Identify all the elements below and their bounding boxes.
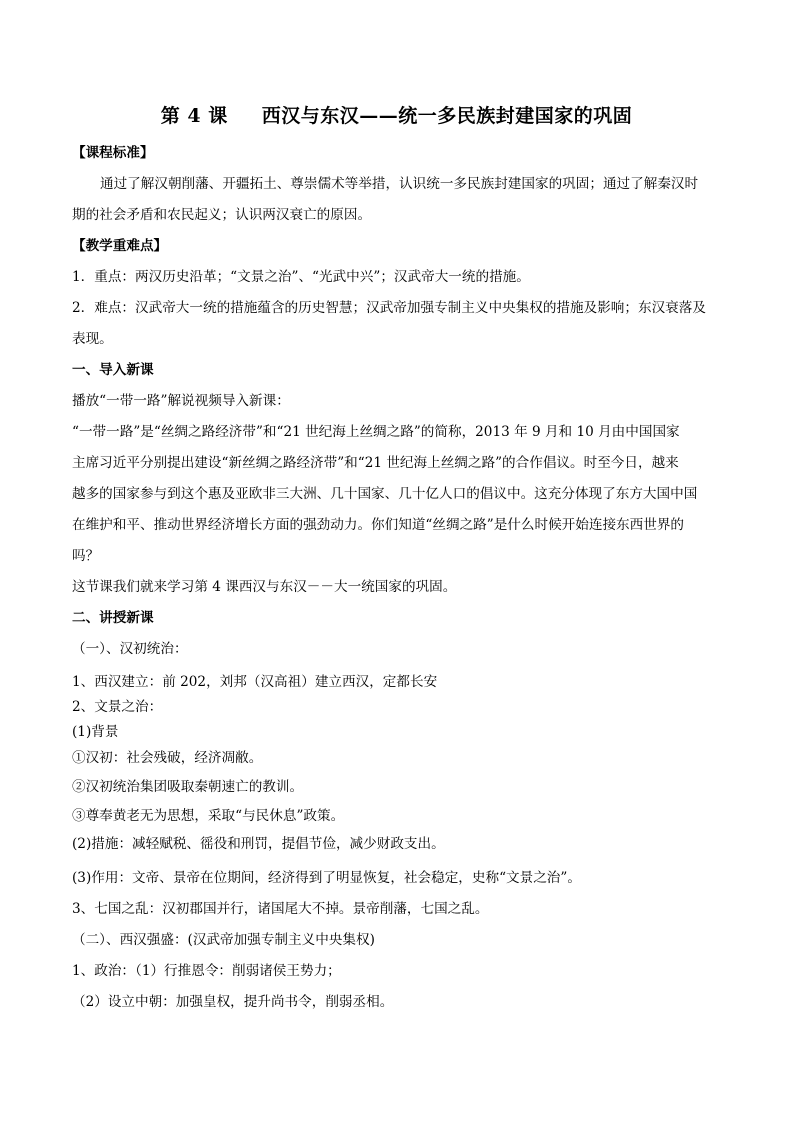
- paragraph-line: 期的社会矛盾和农民起义；认识两汉衰亡的原因。: [72, 207, 372, 223]
- paragraph-line: (3)作用：文帝、景帝在位期间，经济得到了明显恢复，社会稳定，史称“文景之治”。: [72, 870, 581, 886]
- lesson-number: 第 4 课: [160, 105, 228, 127]
- paragraph-line: 在维护和平、推动世界经济增长方面的强劲动力。你们知道“丝绸之路”是什么时候开始连接东西世界的: [72, 517, 685, 533]
- paragraph-line: 这节课我们就来学习第 4 课西汉与东汉－－大一统国家的巩固。: [72, 579, 457, 595]
- section-label-key-points: 【教学重难点】: [72, 238, 168, 254]
- section-heading-introduction: 一、导入新课: [72, 362, 154, 378]
- paragraph-line: 播放“一带一路”解说视频导入新课：: [72, 393, 290, 409]
- paragraph-line: 1、西汉建立：前 202，刘邦（汉高祖）建立西汉，定都长安: [72, 674, 438, 690]
- paragraph-line: 1．重点：两汉历史沿革；“文景之治”、“光武中兴”；汉武帝大一统的措施。: [72, 269, 530, 285]
- paragraph-line: ②汉初统治集团吸取秦朝速亡的教训。: [72, 779, 304, 795]
- section-heading-new-lesson: 二、讲授新课: [72, 610, 154, 626]
- paragraph-line: 主席习近平分别提出建设“新丝绸之路经济带”和“21 世纪海上丝绸之路”的合作倡议。时至今日，越来: [72, 455, 679, 471]
- paragraph-line: 越多的国家参与到这个惠及亚欧非三大洲、几十国家、几十亿人口的倡议中。这充分体现了东方大国中国: [72, 486, 698, 502]
- paragraph-line: 1、政治：（1）行推恩令：削弱诸侯王势力；: [72, 963, 341, 979]
- paragraph-line: 表现。: [72, 331, 113, 347]
- paragraph-line: (1)背景: [72, 724, 119, 740]
- subheading-line: （一）、汉初统治：: [72, 641, 188, 657]
- paragraph-line: “一带一路”是“丝绸之路经济带”和“21 世纪海上丝绸之路”的简称，2013 年 9 月和 10 月由中国国家: [72, 424, 680, 440]
- paragraph-line: ①汉初：社会残破，经济凋敝。: [72, 750, 263, 766]
- subheading-line: （二）、西汉强盛：(汉武帝加强专制主义中央集权): [72, 932, 375, 948]
- paragraph-line: 通过了解汉朝削藩、开疆拓土、尊崇儒术等举措，认识统一多民族封建国家的巩固；通过了解秦汉时: [100, 176, 699, 192]
- paragraph-line: （2）设立中朝：加强皇权，提升尚书令，削弱丞相。: [72, 994, 394, 1010]
- paragraph-line: (2)措施：减轻赋税、徭役和刑罚，提倡节俭，减少财政支出。: [72, 836, 445, 852]
- page-title: [0, 101, 793, 128]
- paragraph-line: 吗？: [72, 548, 100, 564]
- lesson-heading: 西汉与东汉——统一多民族封建国家的巩固: [261, 105, 633, 127]
- paragraph-line: 3、七国之乱：汉初郡国并行，诸国尾大不掉。景帝削藩，七国之乱。: [72, 901, 489, 917]
- paragraph-line: 2、文景之治：: [72, 699, 163, 715]
- paragraph-line: 2．难点：汉武帝大一统的措施蕴含的历史智慧；汉武帝加强专制主义中央集权的措施及影响；东汉衰落及: [72, 300, 706, 316]
- section-label-curriculum: 【课程标准】: [72, 145, 154, 161]
- paragraph-line: ③尊奉黄老无为思想，采取“与民休息”政策。: [72, 808, 345, 824]
